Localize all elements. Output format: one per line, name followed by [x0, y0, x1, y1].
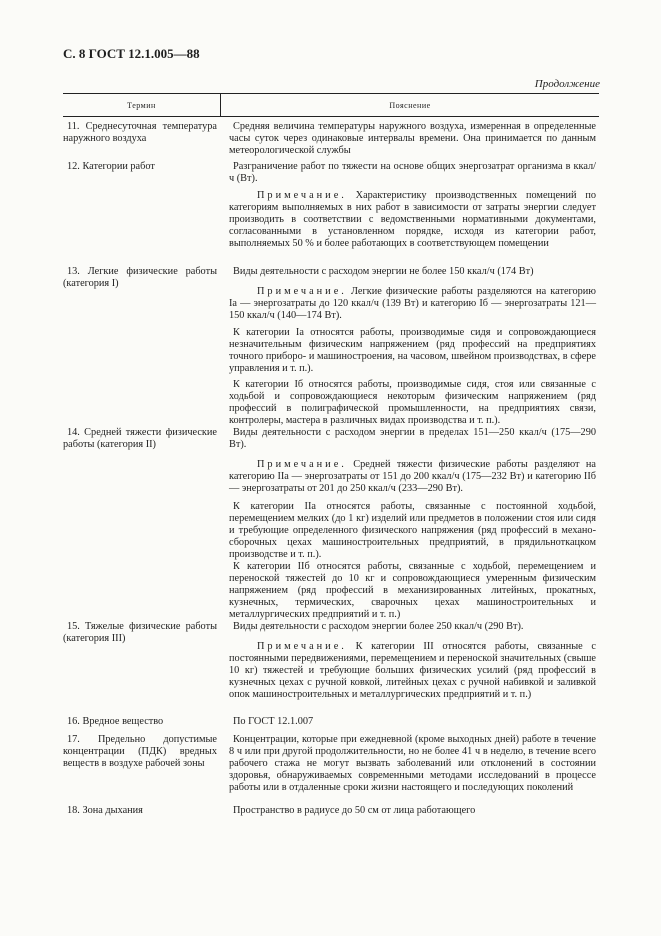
- note-label: Примечание.: [257, 286, 347, 297]
- note-15: [229, 641, 596, 701]
- explanation-17: Концентрации, которые при ежедневной (кроме выходных дней) работе в течение 8 ч или при другой продолжительности, но не более 41 ч в неделю, в течение всего рабочего стажа не могут вызвать заболеваний или отклонений в состоянии здоровья, обнаруживаемых современными методами исследований в процессе работы или в отдаленные сроки жизни настоящего и последующих поколений: [229, 734, 596, 793]
- explanation-13: Виды деятельности с расходом энергии не более 150 ккал/ч (174 Вт): [233, 266, 534, 277]
- term-11: 11. Среднесуточная температура наружного воздуха: [63, 121, 217, 144]
- note-text: Легкие физические работы разделяются на категорию Iа — энергозатраты до 120 ккал/ч (139 Вт) и категорию Iб — энергозатраты 121—150 ккал/ч (140—174 Вт).: [229, 286, 596, 321]
- term-14: 14. Средней тяжести физические работы (категория II): [63, 427, 217, 450]
- term-16: 16. Вредное вещество: [67, 716, 164, 727]
- term-13: 13. Легкие физические работы (категория I): [63, 266, 217, 289]
- explanation-18: Пространство в радиусе до 50 см от лица работающего: [233, 805, 476, 816]
- explanation-14: Виды деятельности с расходом энергии в пределах 151—250 ккал/ч (175—290 Вт).: [229, 427, 596, 450]
- note-text: К категории III относятся работы, связанные с постоянными передвижениями, перемещением и переноской значительных (свыше 10 кг) тяжестей и требующие больших физических усилий (ряд профессий в кузнечных цехах с ручной ковкой, литейных цехах с ручной набивкой и заливкой опок машиностроительных и металлургических предприятий и т. п.): [229, 641, 596, 700]
- table-top-rule: [63, 93, 599, 94]
- note-text: Характеристику производственных помещений по категориям выполняемых в них работ в зависимости от затраты энергии следует производить в соответствии с ведомственными нормативными документами, согласованными в установленном порядке, исходя из категории работ, выполняемых 50 % и более работающих в соответствующем помещении: [229, 190, 597, 249]
- note-12: [229, 190, 596, 250]
- note-label: Примечание.: [257, 459, 347, 470]
- note-13: [229, 286, 596, 322]
- term-17: 17. Предельно допустимые концентрации (ПДК) вредных веществ в воздухе рабочей зоны: [63, 734, 217, 769]
- term-12: 12. Категории работ: [67, 161, 155, 172]
- explanation-15: Виды деятельности с расходом энергии более 250 ккал/ч (290 Вт).: [233, 621, 524, 632]
- explanation-12: Разграничение работ по тяжести на основе общих энергозатрат организма в ккал/ч (Вт).: [229, 161, 596, 184]
- continuation-label: Продолжение: [534, 78, 600, 90]
- term-18: 18. Зона дыхания: [67, 805, 143, 816]
- header-bottom-rule: [63, 116, 599, 117]
- note-label: Примечание.: [257, 190, 347, 201]
- paragraph-13-ib: К категории Iб относятся работы, производимые сидя, стоя или связанные с ходьбой и сопровождающиеся некоторым физическим напряжением (ряд профессий в полиграфической промышленности, на предприятиях связи, контролеры, мастера в различных видах производства и т. п.).: [229, 379, 596, 426]
- paragraph-14-iia: К категории IIа относятся работы, связанные с постоянной ходьбой, перемещением мелких (до 1 кг) изделий или предметов в положении стоя или сидя и требующие определенного физического напряжения (ряд профессий в механо-сборочных цехах машиностроительных предприятий, в прядильноткацком производстве и т. п.).: [229, 501, 596, 560]
- note-label: Примечание.: [257, 641, 347, 652]
- column-header-explanation: Пояснение: [389, 101, 431, 110]
- paragraph-14-iib: К категории IIб относятся работы, связанные с ходьбой, перемещением и переноской тяжестей до 10 кг и сопровождающиеся умеренным физическим напряжением (ряд профессий в механизированных литейных, прокатных, кузнечных, термических, сварочных цехах машиностроительных и металлургических предприятий и т. п.): [229, 561, 596, 620]
- explanation-11: Средняя величина температуры наружного воздуха, измеренная в определенные часы суток через одинаковые интервалы времени. Она принимается по данным метеорологической службы: [229, 121, 596, 156]
- note-14: [229, 459, 596, 495]
- term-15: 15. Тяжелые физические работы (категория III): [63, 621, 217, 644]
- column-header-terms: Термин: [127, 101, 156, 110]
- note-text: Средней тяжести физические работы разделяют на категорию IIа — энергозатраты от 151 до 200 ккал/ч (175—232 Вт) и категорию IIб — энергозатраты от 201 до 250 ккал/ч (233—290 Вт).: [229, 459, 596, 494]
- paragraph-13-ia: К категории Iа относятся работы, производимые сидя и сопровождающиеся незначительным физическим напряжением (ряд профессий на предприятиях точного приборо- и машиностроения, на часовом, швейном производствах, в сфере управления и т. п.).: [229, 327, 596, 374]
- explanation-16: По ГОСТ 12.1.007: [233, 716, 314, 727]
- page-title: С. 8 ГОСТ 12.1.005—88: [63, 46, 200, 61]
